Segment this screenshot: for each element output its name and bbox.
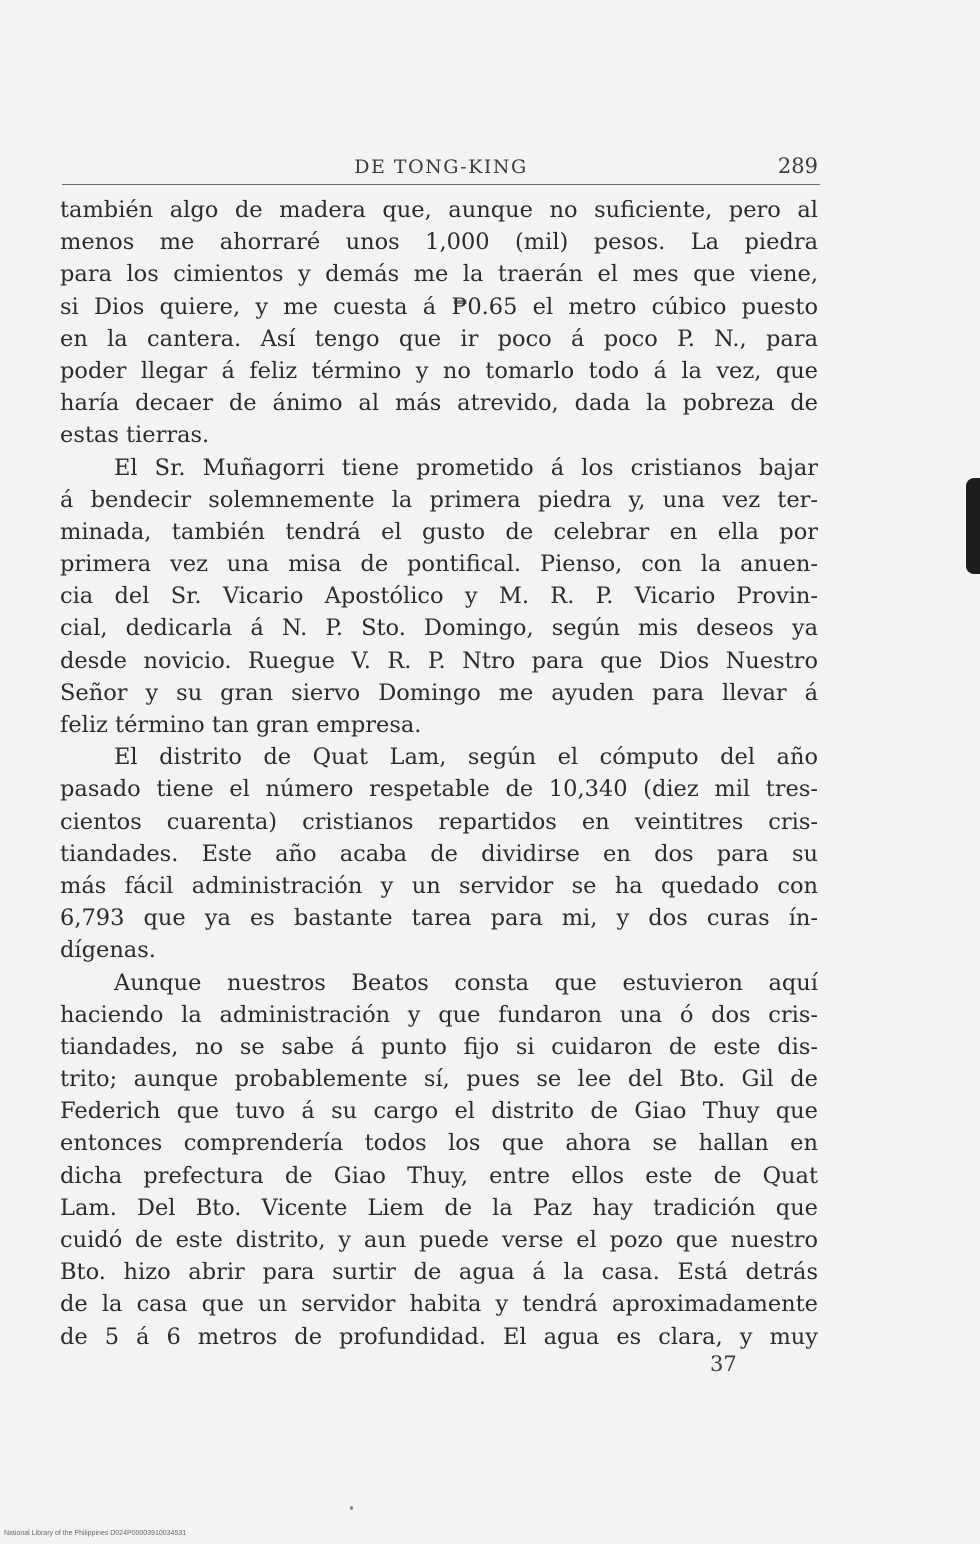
text-line: en la cantera. Así tengo que ir poco á poco P. N., para <box>60 325 818 352</box>
text-line: haciendo la administración y que fundaron una ó dos cris- <box>60 1001 818 1028</box>
text-line: primera vez una misa de pontifical. Pienso, con la anuen- <box>60 551 818 578</box>
text-line: Federich que tuvo á su cargo el distrito de Giao Thuy que <box>60 1098 818 1125</box>
text-line: si Dios quiere, y me cuesta á ₱0.65 el metro cúbico puesto <box>60 293 818 320</box>
text-line: haría decaer de ánimo al más atrevido, dada la pobreza de <box>60 390 818 417</box>
text-line: de 5 á 6 metros de profundidad. El agua es clara, y muy <box>60 1323 818 1350</box>
paper-speck <box>350 1506 353 1510</box>
text-line: desde novicio. Ruegue V. R. P. Ntro para que Dios Nuestro <box>60 647 818 674</box>
text-line: entonces comprendería todos los que ahora se hallan en <box>60 1130 818 1157</box>
text-line: tiandades, no se sabe á punto fijo si cuidaron de este dis- <box>60 1033 818 1060</box>
text-line: minada, también tendrá el gusto de celebrar en ella por <box>60 518 818 545</box>
text-line: menos me ahorraré unos 1,000 (mil) pesos. La piedra <box>60 229 818 256</box>
page-number: 289 <box>777 154 818 178</box>
text-line: Lam. Del Bto. Vicente Liem de la Paz hay tradición que <box>60 1194 818 1221</box>
text-line: dígenas. <box>60 937 156 964</box>
text-line: Señor y su gran siervo Domingo me ayuden para llevar á <box>60 679 818 706</box>
text-line: 6,793 que ya es bastante tarea para mi, y dos curas ín- <box>60 905 818 932</box>
text-line: El Sr. Muñagorri tiene prometido á los cristianos bajar <box>114 454 818 481</box>
text-line: estas tierras. <box>60 422 210 449</box>
page-header <box>62 148 820 185</box>
text-line: á bendecir solemnemente la primera piedra y, una vez ter- <box>60 486 818 513</box>
text-line: poder llegar á feliz término y no tomarlo todo á la vez, que <box>60 357 818 384</box>
text-line: también algo de madera que, aunque no suficiente, pero al <box>60 197 818 223</box>
text-line: para los cimientos y demás me la traerán el mes que viene, <box>60 261 818 288</box>
text-line: cia del Sr. Vicario Apostólico y M. R. P. Vicario Provin- <box>60 583 818 610</box>
library-credit: National Library of the Philippines D024P00003910034531 <box>4 1530 187 1537</box>
signature-mark: 37 <box>710 1352 737 1376</box>
running-title: DE TONG-KING <box>354 156 528 178</box>
text-line: cientos cuarenta) cristianos repartidos en veintitres cris- <box>60 808 818 835</box>
body-text <box>60 194 818 1353</box>
text-line: tiandades. Este año acaba de dividirse en dos para su <box>60 840 818 867</box>
text-line: dicha prefectura de Giao Thuy, entre ellos este de Quat <box>60 1162 818 1189</box>
text-line: pasado tiene el número respetable de 10,340 (diez mil tres- <box>60 776 818 803</box>
text-line: trito; aunque probablemente sí, pues se lee del Bto. Gil de <box>60 1066 818 1093</box>
text-line: Aunque nuestros Beatos consta que estuvieron aquí <box>114 969 818 996</box>
text-line: cuidó de este distrito, y aun puede verse el pozo que nuestro <box>60 1227 818 1253</box>
page-edge-shadow <box>966 478 980 574</box>
text-line: cial, dedicarla á N. P. Sto. Domingo, según mis deseos ya <box>60 615 818 642</box>
text-line: El distrito de Quat Lam, según el cómputo del año <box>114 744 818 771</box>
text-line: más fácil administración y un servidor se ha quedado con <box>60 872 818 899</box>
text-line: feliz término tan gran empresa. <box>60 712 422 738</box>
text-line: de la casa que un servidor habita y tendrá aproximadamente <box>60 1291 818 1318</box>
text-line: Bto. hizo abrir para surtir de agua á la casa. Está detrás <box>60 1259 818 1286</box>
